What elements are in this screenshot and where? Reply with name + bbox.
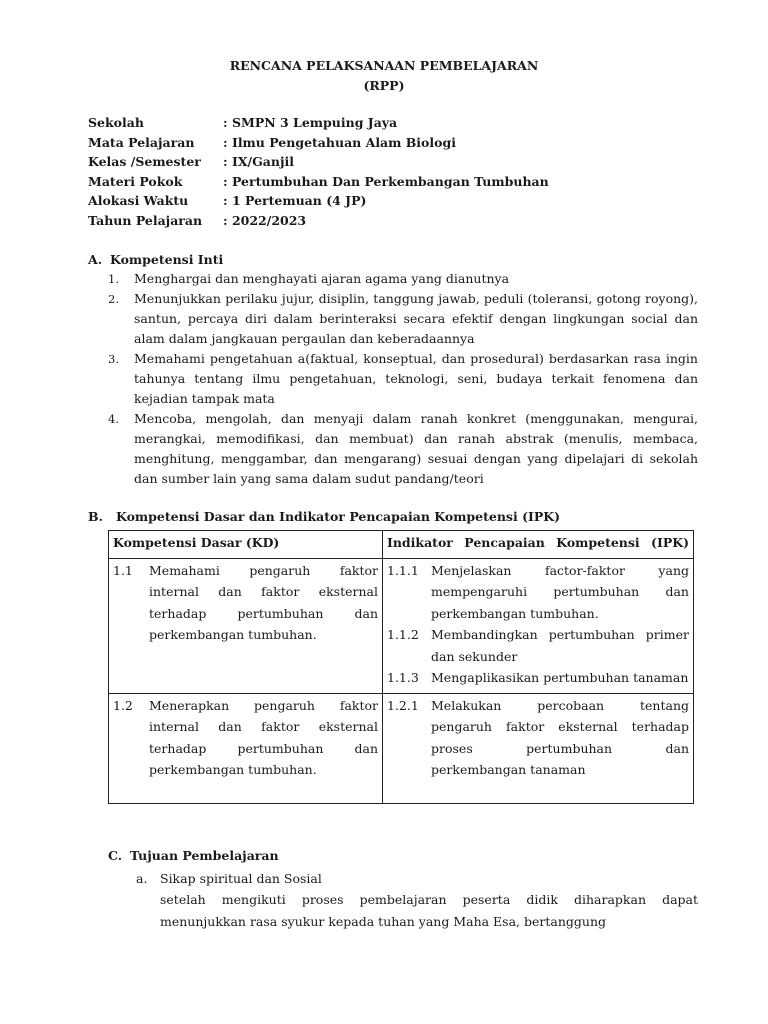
ipk-item bbox=[387, 624, 689, 667]
identity-block bbox=[88, 113, 708, 231]
section-title: Kompetensi Dasar dan Indikator Pencapaian Kompetensi (IPK) bbox=[116, 509, 561, 524]
list-text: Memahami pengetahuan a(faktual, konseptual, dan prosedural) berdasarkan rasa ingin tahunya tentang ilmu pengetahuan, teknologi, seni, budaya terkait fenomena dan kejadian tampak mata bbox=[134, 351, 698, 406]
info-row-materi-pokok bbox=[88, 172, 708, 192]
info-value: : Ilmu Pengetahuan Alam Biologi bbox=[223, 134, 456, 150]
info-row-tahun-pelajaran bbox=[88, 211, 708, 231]
kd-item bbox=[113, 560, 378, 646]
info-value: : Pertumbuhan Dan Perkembangan Tumbuhan bbox=[223, 173, 549, 189]
kd-item bbox=[113, 695, 378, 781]
list-text: Menghargai dan menghayati ajaran agama yang dianutnya bbox=[134, 271, 510, 286]
ipk-cell bbox=[383, 558, 694, 693]
section-title: Tujuan Pembelajaran bbox=[130, 848, 279, 863]
ipk-number: 1.2.1 bbox=[387, 697, 419, 713]
column-header-ipk: Indikator Pencapaian Kompetensi (IPK) bbox=[383, 531, 694, 559]
column-header-kd: Kompetensi Dasar (KD) bbox=[109, 531, 383, 559]
list-text: Menunjukkan perilaku jujur, disiplin, tanggung jawab, peduli (toleransi, gotong royong), santun, percaya diri dalam berinteraksi secara efektif dengan lingkungan social dan alam dalam jangkauan pergaulan dan keberadaannya bbox=[134, 291, 698, 346]
kd-text: Memahami pengaruh faktor internal dan faktor eksternal terhadap pertumbuhan dan perkembangan tumbuhan. bbox=[149, 562, 378, 642]
ipk-number: 1.1.3 bbox=[387, 670, 419, 685]
ipk-cell bbox=[383, 693, 694, 803]
info-value: : 1 Pertemuan (4 JP) bbox=[223, 193, 367, 209]
ipk-text: Mengaplikasikan pertumbuhan tanaman bbox=[431, 670, 689, 685]
list-item bbox=[108, 289, 698, 349]
info-row-alokasi-waktu bbox=[88, 191, 708, 211]
kd-number: 1.2 bbox=[113, 697, 133, 713]
info-row-kelas-semester bbox=[88, 152, 708, 172]
ipk-item bbox=[387, 560, 689, 625]
ipk-text: Melakukan percobaan tentang pengaruh faktor eksternal terhadap proses pertumbuhan dan perkembangan tanaman bbox=[431, 697, 689, 777]
kd-cell bbox=[109, 693, 383, 803]
kd-ipk-table bbox=[108, 530, 694, 804]
kd-text: Menerapkan pengaruh faktor internal dan faktor eksternal terhadap pertumbuhan dan perkembangan tumbuhan. bbox=[149, 697, 378, 777]
info-label: Kelas /Semester bbox=[88, 154, 201, 170]
ipk-item bbox=[387, 667, 689, 689]
info-label: Mata Pelajaran bbox=[88, 134, 195, 150]
list-item bbox=[108, 269, 698, 289]
info-value: : SMPN 3 Lempuing Jaya bbox=[223, 115, 398, 130]
section-a-heading bbox=[88, 250, 708, 270]
kompetensi-inti-list bbox=[108, 269, 698, 489]
list-item bbox=[108, 409, 698, 489]
section-letter: B. bbox=[88, 509, 103, 524]
subsection-a-heading bbox=[136, 869, 706, 889]
document-subtitle: (RPP) bbox=[363, 78, 405, 93]
section-b-heading bbox=[88, 507, 728, 527]
info-value: : 2022/2023 bbox=[223, 212, 307, 228]
subsection-letter: a. bbox=[136, 871, 148, 886]
ipk-number: 1.1.2 bbox=[387, 627, 419, 642]
ipk-number: 1.1.1 bbox=[387, 562, 419, 578]
kd-number: 1.1 bbox=[113, 562, 133, 578]
ipk-item bbox=[387, 695, 689, 781]
info-row-mata-pelajaran bbox=[88, 133, 708, 153]
subsection-title: Sikap spiritual dan Sosial bbox=[160, 871, 322, 886]
table-row bbox=[109, 558, 694, 693]
section-title: Kompetensi Inti bbox=[110, 252, 224, 267]
section-letter: A. bbox=[88, 252, 103, 267]
list-number: 2. bbox=[108, 292, 119, 306]
ipk-text: Menjelaskan factor-faktor yang mempengaruhi pertumbuhan dan perkembangan tumbuhan. bbox=[431, 562, 689, 621]
list-item bbox=[108, 349, 698, 409]
document-title: RENCANA PELAKSANAAN PEMBELAJARAN bbox=[229, 58, 539, 73]
info-value: : IX/Ganjil bbox=[223, 154, 294, 170]
info-row-sekolah bbox=[88, 113, 708, 133]
kd-cell bbox=[109, 558, 383, 693]
list-number: 1. bbox=[108, 272, 119, 286]
info-label: Materi Pokok bbox=[88, 173, 183, 189]
list-number: 4. bbox=[108, 412, 119, 426]
tujuan-paragraph: setelah mengikuti proses pembelajaran peserta didik diharapkan dapat menunjukkan rasa syukur kepada tuhan yang Maha Esa, bertanggung bbox=[160, 892, 698, 929]
info-label: Alokasi Waktu bbox=[88, 193, 189, 209]
ipk-text: Membandingkan pertumbuhan primer dan sekunder bbox=[431, 627, 689, 664]
list-text: Mencoba, mengolah, dan menyaji dalam ranah konkret (menggunakan, mengurai, merangkai, memodifikasi, dan membuat) dan ranah abstrak (menulis, membaca, menghitung, menggambar, dan mengarang) sesuai dengan yang dipelajari di sekolah dan sumber lain yang sama dalam sudut pandang/teori bbox=[134, 411, 698, 486]
table-header-row bbox=[109, 531, 694, 559]
table-row bbox=[109, 693, 694, 803]
list-number: 3. bbox=[108, 352, 119, 366]
info-label: Tahun Pelajaran bbox=[88, 212, 203, 228]
section-c-heading bbox=[108, 846, 708, 866]
info-label: Sekolah bbox=[88, 115, 144, 130]
section-letter: C. bbox=[108, 848, 123, 863]
